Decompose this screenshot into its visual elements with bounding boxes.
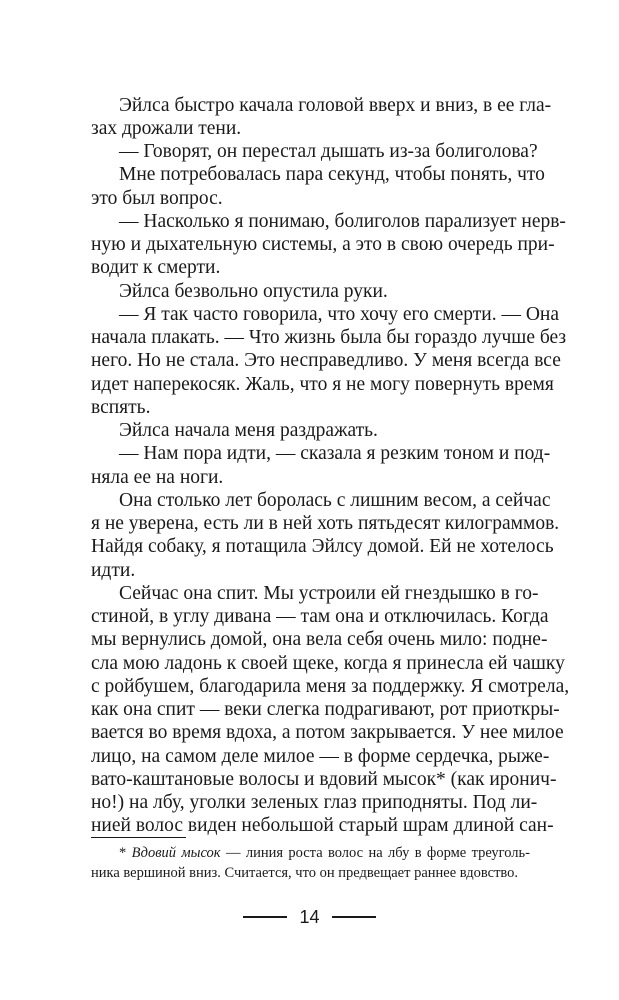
footnote-term: Вдовий мысок: [131, 845, 221, 861]
body-line: я не уверена, есть ли в ней хоть пятьдесят килограммов.: [91, 513, 560, 534]
footnote-divider: [91, 837, 186, 838]
body-line: Найдя собаку, я потащила Эйлсу домой. Ей не хотелось: [91, 536, 554, 557]
body-line: водит к смерти.: [91, 257, 221, 278]
body-line: вато-каштановые волосы и вдовий мысок* (как иронич-: [91, 769, 557, 790]
page-footer: [0, 906, 619, 928]
body-line: вается во время вдоха, а потом закрывается. У нее милое: [91, 722, 564, 743]
body-line: Сейчас она спит. Мы устроили ей гнездышко в го-: [119, 583, 539, 604]
page-number: 14: [299, 907, 320, 927]
page-number-dash-left: [243, 916, 287, 918]
body-line: мы вернулись домой, она вела себя очень мило: подне-: [91, 629, 548, 650]
body-line: Она столько лет боролась с лишним весом, а сейчас: [119, 490, 551, 511]
page-number-dash-right: [332, 916, 376, 918]
body-line: сла мою ладонь к своей щеке, когда я принесла ей чашку: [91, 653, 565, 674]
body-line: но!) на лбу, уголки зеленых глаз приподняты. Под ли-: [91, 792, 538, 813]
body-line: — Говорят, он перестал дышать из-за болиголова?: [119, 141, 538, 162]
body-line: это был вопрос.: [91, 188, 223, 209]
body-line: — Нам пора идти, — сказала я резким тоном и под-: [119, 443, 551, 464]
body-line: няла ее на ноги.: [91, 467, 224, 488]
body-line: Мне потребовалась пара секунд, чтобы понять, что: [119, 164, 545, 185]
body-line: нией волос виден небольшой старый шрам длиной сан-: [91, 815, 554, 836]
body-line: как она спит — веки слегка подрагивают, рот приоткры-: [91, 699, 560, 720]
body-line: Эйлса быстро качала головой вверх и вниз, в ее гла-: [119, 95, 552, 116]
body-line: стиной, в углу дивана — там она и отключилась. Когда: [91, 606, 549, 627]
footnote-marker: *: [119, 845, 132, 861]
body-line: с ройбушем, благодарила меня за поддержку. Я смотрела,: [91, 676, 570, 697]
body-line: лицо, на самом деле милое — в форме сердечка, рыже-: [91, 746, 550, 767]
body-line: вспять.: [91, 397, 151, 418]
body-line: Эйлса безвольно опустила руки.: [119, 281, 388, 302]
body-line: ную и дыхательную системы, а это в свою очередь при-: [91, 234, 555, 255]
body-line: Эйлса начала меня раздражать.: [119, 420, 378, 441]
footnote-line: ника вершиной вниз. Считается, что он предвещает раннее вдовство.: [91, 865, 519, 881]
body-line: — Я так часто говорила, что хочу его смерти. — Она: [119, 304, 560, 325]
body-line: идти.: [91, 560, 136, 581]
footnote-line: [91, 843, 530, 863]
body-line: зах дрожали тени.: [91, 118, 242, 139]
body-line: него. Но не стала. Это несправедливо. У меня всегда все: [91, 350, 561, 371]
body-line: — Насколько я понимаю, болиголов парализует нерв-: [119, 211, 566, 232]
body-line: начала плакать. — Что жизнь была бы гораздо лучше без: [91, 327, 567, 348]
body-line: идет наперекосяк. Жаль, что я не могу повернуть время: [91, 374, 554, 395]
footnote-text: — линия роста волос на лбу в форме треуголь-: [220, 845, 530, 861]
